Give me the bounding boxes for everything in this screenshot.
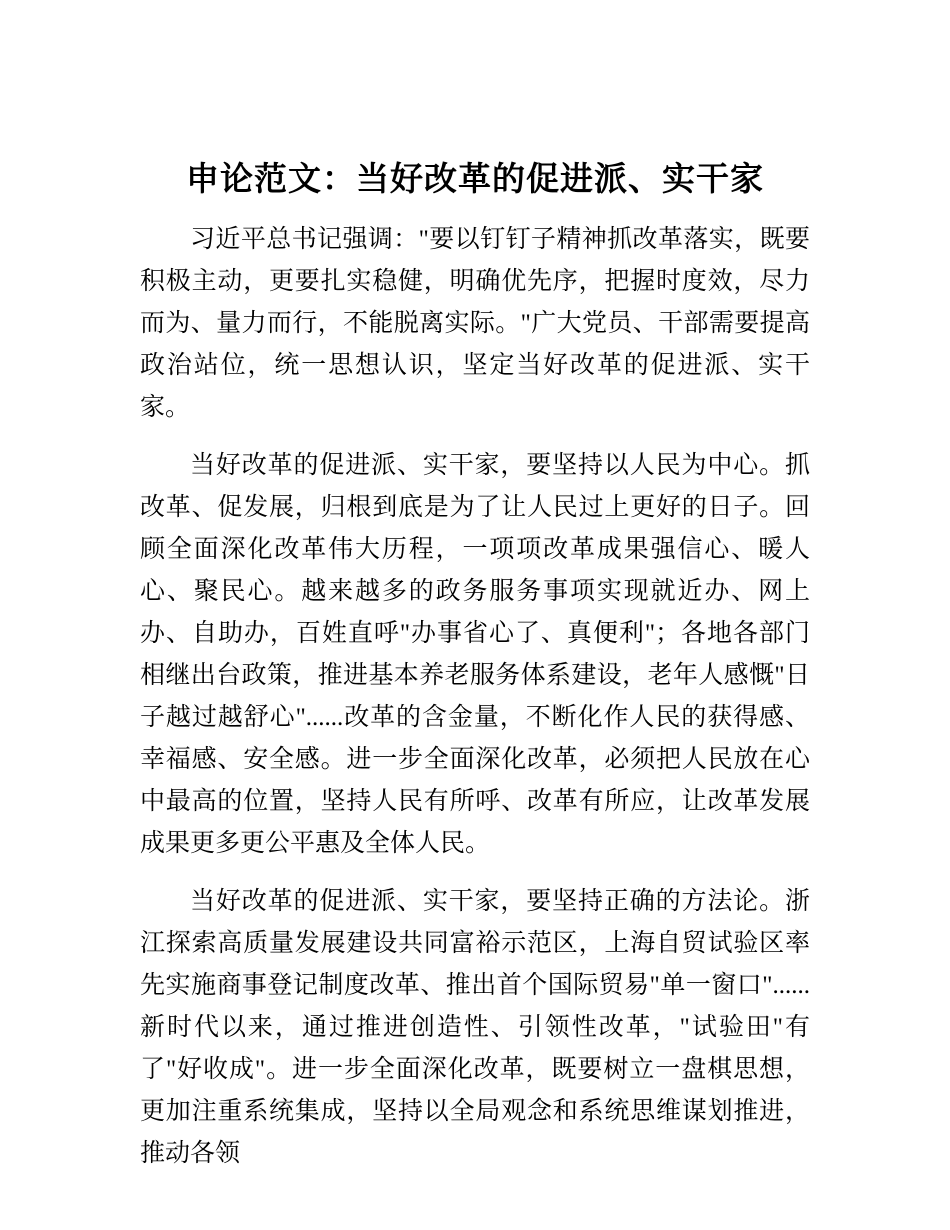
paragraph: 习近平总书记强调："要以钉钉子精神抓改革落实，既要积极主动，更要扎实稳健，明确优先序，把握时度效，尽力而为、量力而行，不能脱离实际。"广大党员、干部需要提高政治站位，统一思想认识，坚定当好改革的促进派、实干家。: [140, 226, 810, 421]
document-title: 申论范文：当好改革的促进派、实干家: [186, 160, 764, 197]
paragraph: 当好改革的促进派、实干家，要坚持正确的方法论。浙江探索高质量发展建设共同富裕示范区，上海自贸试验区率先实施商事登记制度改革、推出首个国际贸易"单一窗口"......新时代以来，通过推进创造性、引领性改革，"试验田"有了"好收成"。进一步全面深化改革，既要树立一盘棋思想，更加注重系统集成，坚持以全局观念和系统思维谋划推进，推动各领: [140, 888, 810, 1167]
paragraph: 当好改革的促进派、实干家，要坚持以人民为中心。抓改革、促发展，归根到底是为了让人民过上更好的日子。回顾全面深化改革伟大历程，一项项改革成果强信心、暖人心、聚民心。越来越多的政务服务事项实现就近办、网上办、自助办，百姓直呼"办事省心了、真便利"；各地各部门相继出台政策，推进基本养老服务体系建设，老年人感慨"日子越过越舒心"......改革的含金量，不断化作人民的获得感、幸福感、安全感。进一步全面深化改革，必须把人民放在心中最高的位置，坚持人民有所呼、改革有所应，让改革发展成果更多更公平惠及全体人民。: [140, 452, 810, 857]
document-body: [140, 219, 810, 1175]
